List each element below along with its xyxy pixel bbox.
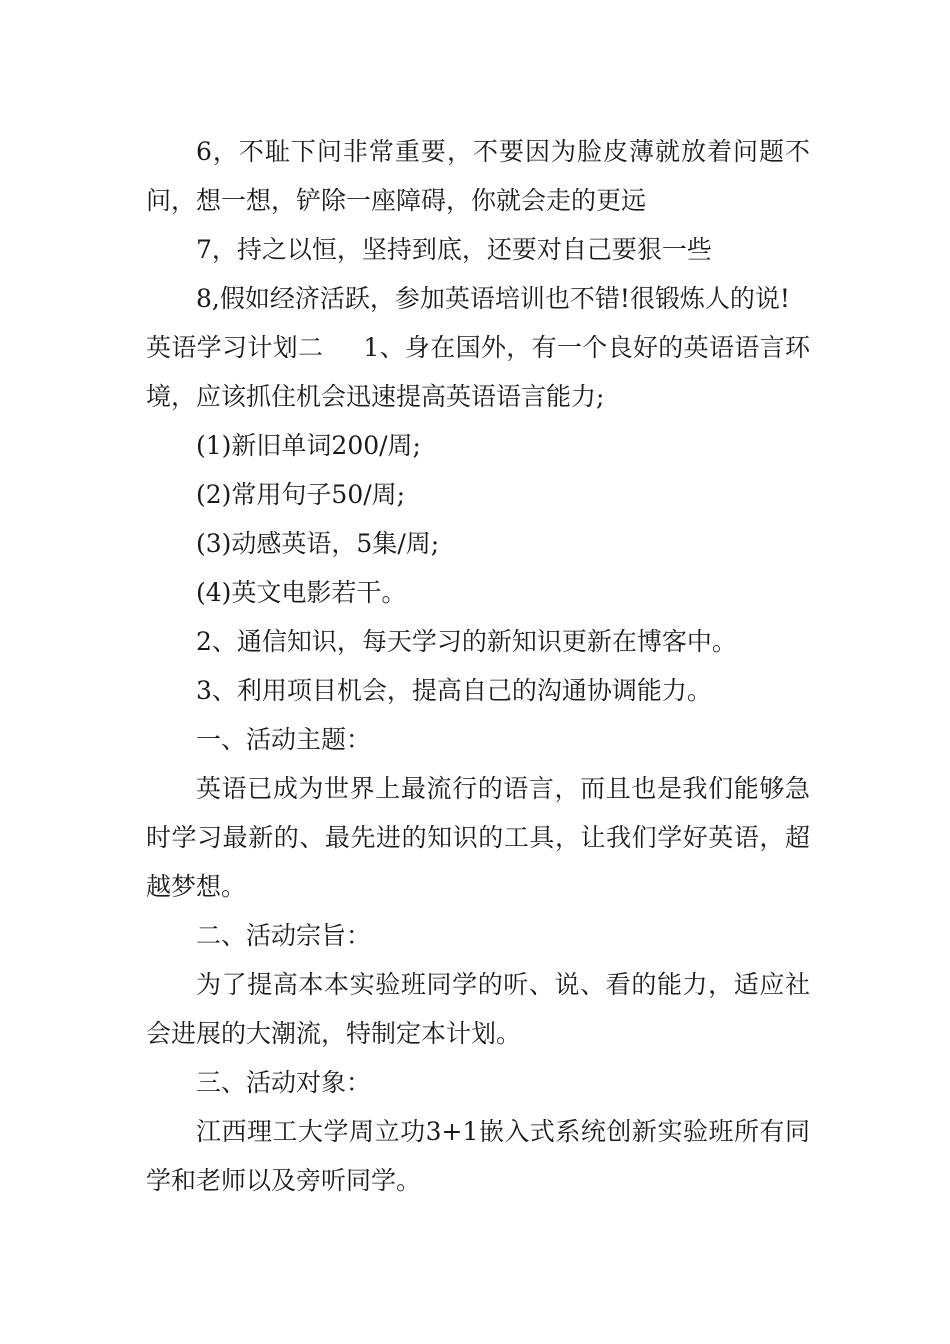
section-heading-plan-two: 英语学习计划二 [146,333,324,362]
paragraph-3: 8,假如经济活跃，参加英语培训也不错!很锻炼人的说! [196,284,790,313]
paragraph-4-body: 1、身在国外，有一个良好的英语语言环境，应该抓住机会迅速提高英语语言能力; [146,333,810,411]
paragraph-7: (3)动感英语，5集/周; [196,529,440,558]
paragraph-16: 江西理工大学周立功3+1嵌入式系统创新实验班所有同学和老师以及旁听同学。 [146,1117,810,1195]
paragraph-9: 2、通信知识，每天学习的新知识更新在博客中。 [196,627,737,656]
heading-activity-theme: 一、活动主题： [196,725,372,754]
paragraph-10: 3、利用项目机会，提高自己的沟通协调能力。 [196,676,712,705]
paragraph-14: 为了提高本本实验班同学的听、说、看的能力，适应社会进展的大潮流，特制定本计划。 [146,970,810,1048]
heading-activity-audience: 三、活动对象： [196,1068,372,1097]
paragraph-8: (4)英文电影若干。 [196,578,407,607]
paragraph-5: (1)新旧单词200/周; [196,431,421,460]
paragraph-6: (2)常用句子50/周; [196,480,406,509]
paragraph-12: 英语已成为世界上最流行的语言，而且也是我们能够急时学习最新的、最先进的知识的工具，让我们学好英语，超越梦想。 [146,774,810,901]
document-body [146,127,810,1205]
paragraph-2: 7，持之以恒，坚持到底，还要对自己要狠一些 [196,235,712,264]
paragraph-4 [146,323,810,421]
heading-activity-purpose: 二、活动宗旨： [196,921,372,950]
paragraph-1: 6，不耻下问非常重要，不要因为脸皮薄就放着问题不问，想一想，铲除一座障碍，你就会走的更远 [146,137,810,215]
